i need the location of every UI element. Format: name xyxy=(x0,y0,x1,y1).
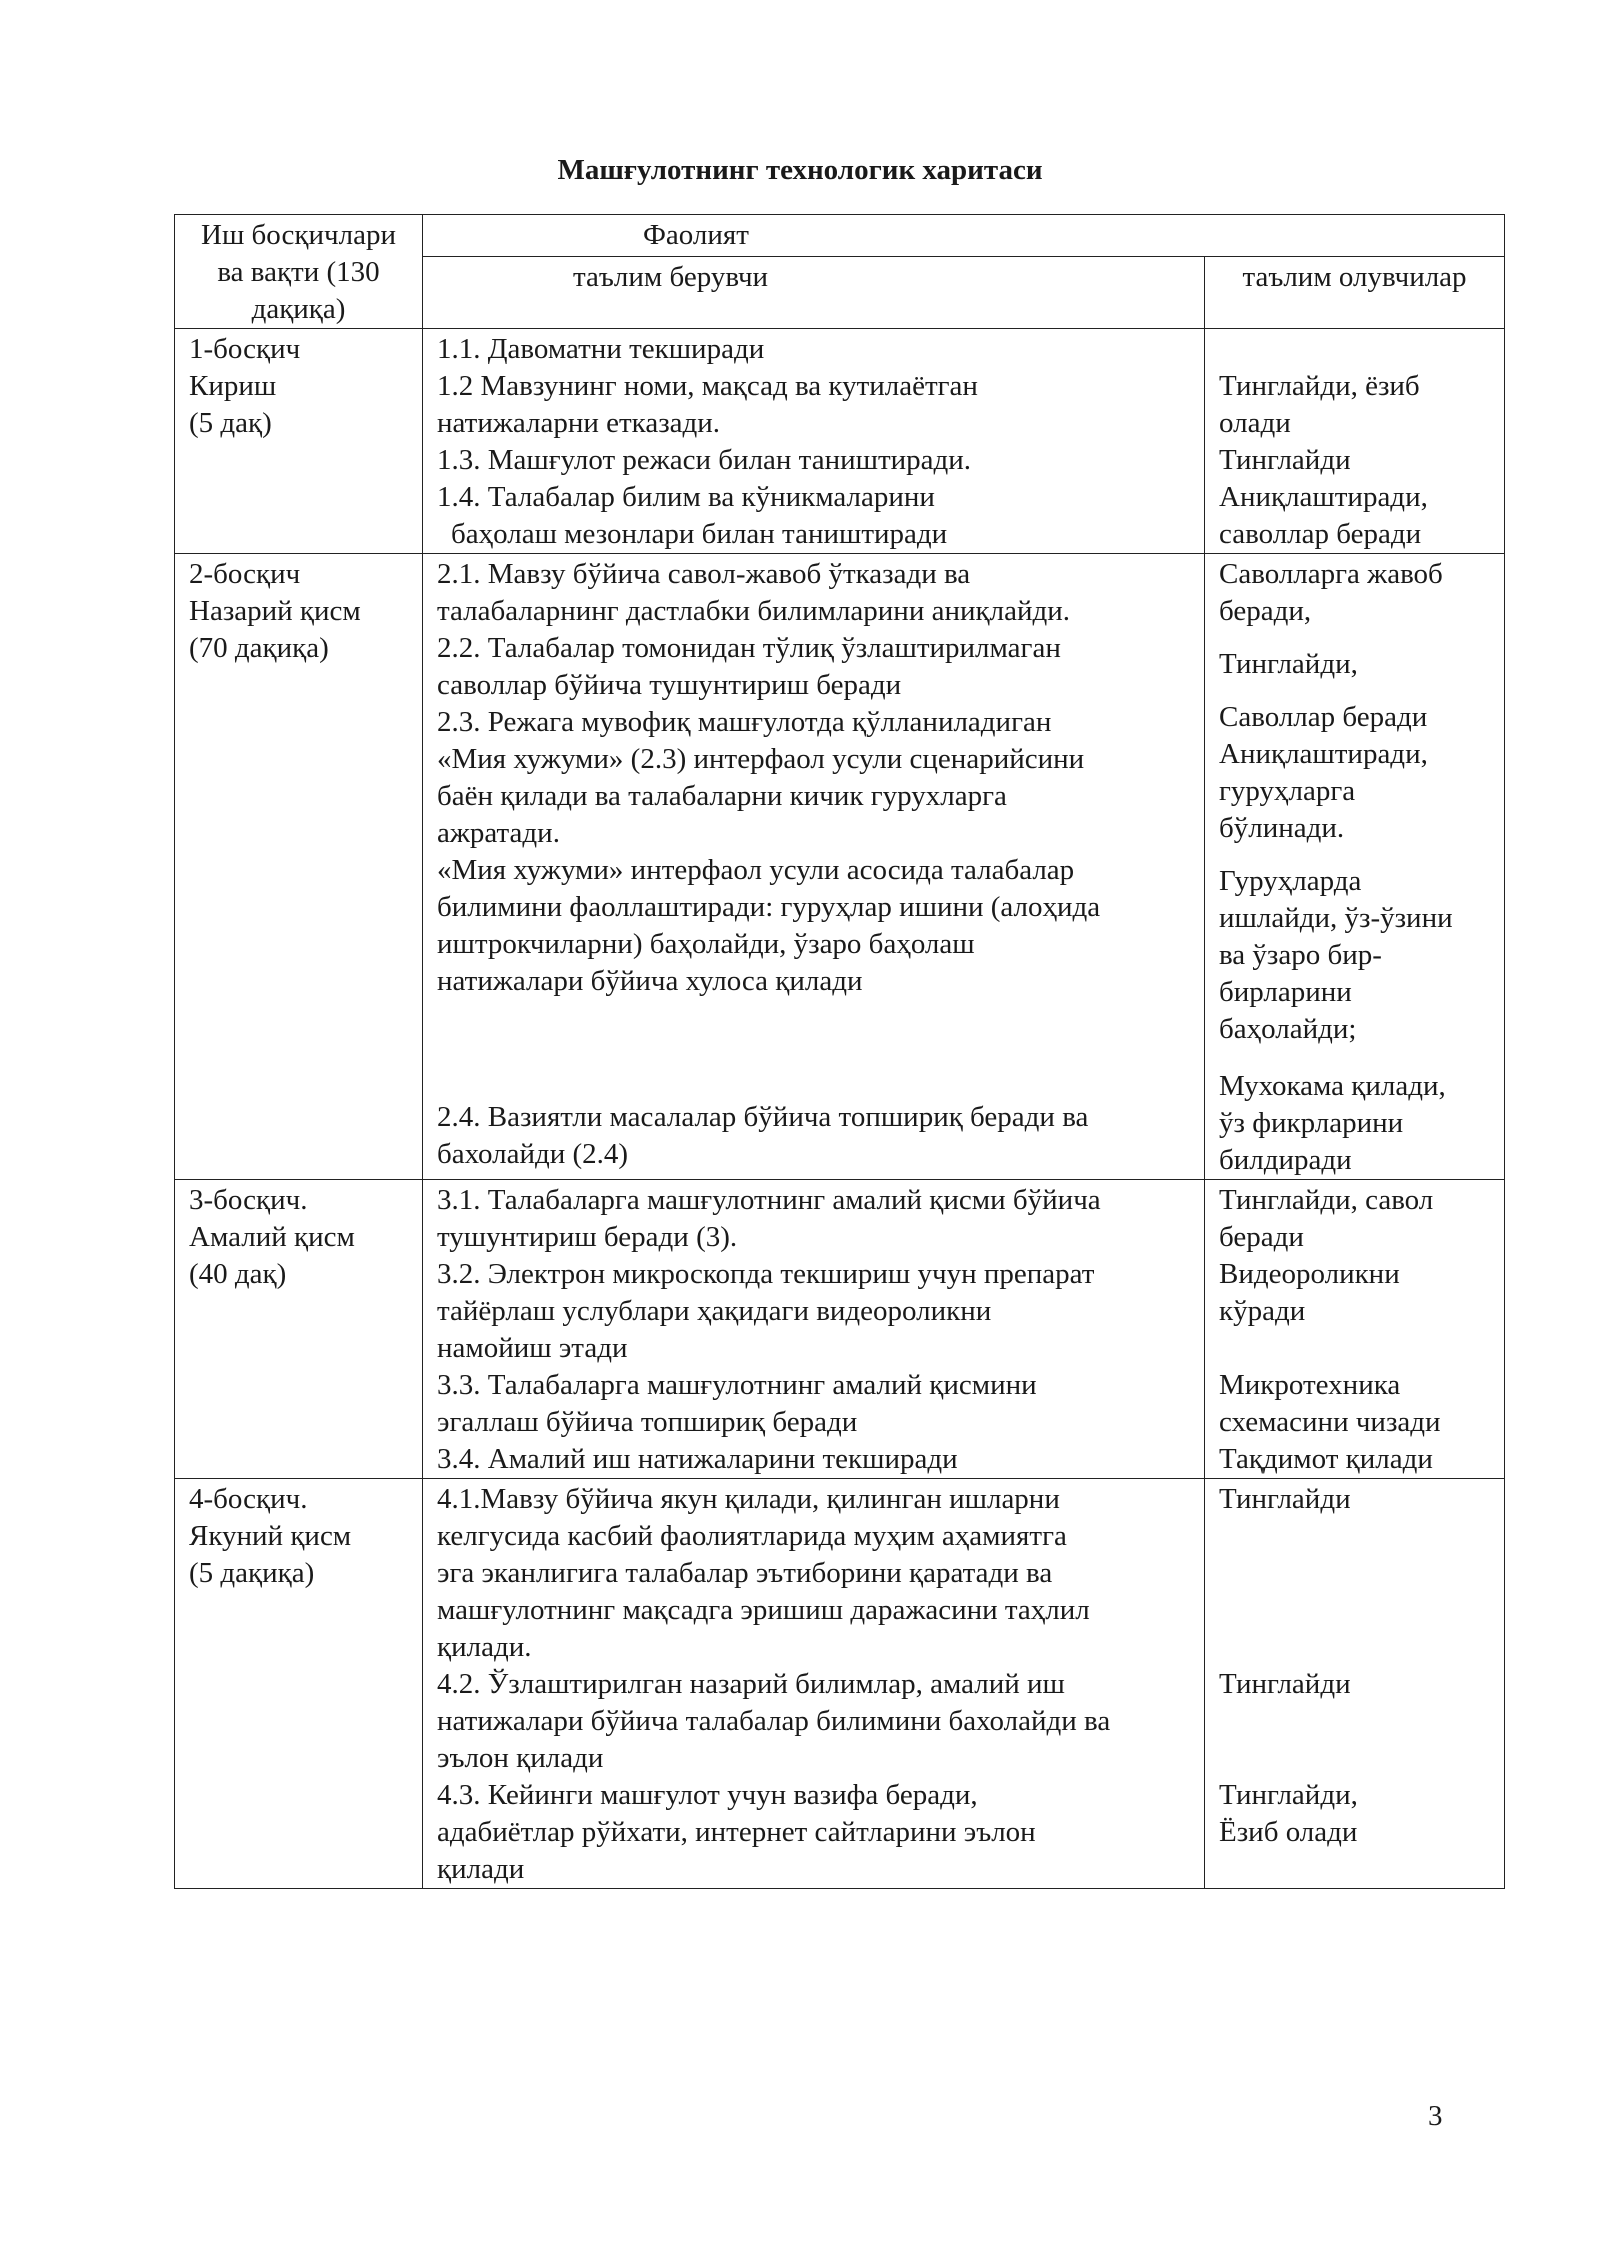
student-line: бўлинади. xyxy=(1219,812,1345,844)
student-line: баҳолайди; xyxy=(1219,1013,1357,1045)
student-line: Тинглайди xyxy=(1219,444,1351,476)
table-header-row xyxy=(175,215,1505,257)
technology-map-table xyxy=(174,214,1505,1889)
teacher-line: 2.1. Мавзу бўйича савол-жавоб ўтказади ва xyxy=(437,558,971,590)
student-line: Аниқлаштиради, xyxy=(1219,738,1428,770)
stage-line: Якуний қисм xyxy=(189,1520,352,1552)
teacher-line: баҳолаш мезонлари билан таништиради xyxy=(451,518,948,550)
header-student-cell: таълим олувчилар xyxy=(1205,257,1505,329)
teacher-line: тайёрлаш услублари ҳақидаги видеороликни xyxy=(437,1295,992,1327)
teacher-line: 1.1. Давоматни текширади xyxy=(437,333,765,365)
teacher-line: билимини фаоллаштиради: гуруҳлар ишини (алоҳида xyxy=(437,891,1101,923)
header-stage-line: ва вақти (130 xyxy=(217,256,380,288)
student-line: Аниқлаштиради, xyxy=(1219,481,1428,513)
teacher-line: натижалари бўйича хулоса қилади xyxy=(437,965,863,997)
stage-line: (70 дақиқа) xyxy=(189,632,329,664)
student-line: саволлар беради xyxy=(1219,518,1422,550)
stage-cell xyxy=(175,1479,423,1889)
teacher-line: бахолайди (2.4) xyxy=(437,1138,629,1170)
page-number: 3 xyxy=(1428,2100,1443,2132)
student-line: гуруҳларга xyxy=(1219,775,1356,807)
stage-line: Назарий қисм xyxy=(189,595,361,627)
stage-cell xyxy=(175,554,423,1180)
teacher-line: 2.4. Вазиятли масалалар бўйича топшириқ беради ва xyxy=(437,1101,1089,1133)
teacher-line: намойиш этади xyxy=(437,1332,628,1364)
stage-line: 1-босқич xyxy=(189,333,301,365)
teacher-cell xyxy=(423,1479,1205,1889)
teacher-line: 1.3. Машғулот режаси билан таништиради. xyxy=(437,444,972,476)
student-line: Тинглайди, ёзиб xyxy=(1219,370,1420,402)
table-row xyxy=(175,554,1505,1180)
student-line: схемасини чизади xyxy=(1219,1406,1441,1438)
student-line: Тинглайди, xyxy=(1219,648,1358,680)
student-line: олади xyxy=(1219,407,1291,439)
table-row xyxy=(175,329,1505,554)
student-line: кўради xyxy=(1219,1295,1306,1327)
teacher-line: эгаллаш бўйича топшириқ беради xyxy=(437,1406,858,1438)
teacher-line: 2.2. Талабалар томонидан тўлиқ ўзлаштирилмаган xyxy=(437,632,1061,664)
student-line: Тақдимот қилади xyxy=(1219,1443,1433,1475)
teacher-line: натижаларни етказади. xyxy=(437,407,721,439)
teacher-line: машғулотнинг мақсадга эришиш даражасини таҳлил xyxy=(437,1594,1090,1626)
teacher-line: эълон қилади xyxy=(437,1742,604,1774)
student-line: Гуруҳларда xyxy=(1219,865,1362,897)
teacher-line: саволлар бўйича тушунтириш беради xyxy=(437,669,902,701)
header-teacher-cell: таълим берувчи xyxy=(423,257,1205,329)
student-cell xyxy=(1205,1479,1505,1889)
stage-line: (5 дақ) xyxy=(189,407,272,439)
student-cell xyxy=(1205,554,1505,1180)
teacher-cell xyxy=(423,1180,1205,1479)
student-line: Тинглайди, xyxy=(1219,1779,1358,1811)
stage-line: 2-босқич xyxy=(189,558,301,590)
table-row xyxy=(175,1479,1505,1889)
teacher-line: ажратади. xyxy=(437,817,560,849)
stage-line: (5 дақиқа) xyxy=(189,1557,315,1589)
teacher-line: 1.2 Мавзунинг номи, мақсад ва кутилаётган xyxy=(437,370,978,402)
student-line: беради, xyxy=(1219,595,1312,627)
header-activity-cell: Фаолият xyxy=(423,215,1505,257)
teacher-line: баён қилади ва талабаларни кичик гурухларга xyxy=(437,780,1007,812)
student-line: Тинглайди xyxy=(1219,1668,1351,1700)
teacher-cell xyxy=(423,329,1205,554)
student-line: Мухокама қилади, xyxy=(1219,1070,1446,1102)
student-line: Саволларга жавоб xyxy=(1219,558,1443,590)
teacher-line: 3.4. Амалий иш натижаларини текширади xyxy=(437,1443,958,1475)
teacher-line: «Мия хужуми» интерфаол усули асосида талабалар xyxy=(437,854,1075,886)
student-line: ва ўзаро бир- xyxy=(1219,939,1382,971)
table-row xyxy=(175,1180,1505,1479)
teacher-line: натижалари бўйича талабалар билимини бахолайди ва xyxy=(437,1705,1111,1737)
stage-cell xyxy=(175,1180,423,1479)
student-line: Саволлар беради xyxy=(1219,701,1428,733)
stage-line: 3-босқич. xyxy=(189,1184,308,1216)
student-line: ишлайди, ўз-ўзини xyxy=(1219,902,1453,934)
student-line: Тинглайди, савол xyxy=(1219,1184,1434,1216)
teacher-line: 4.3. Кейинги машғулот учун вазифа беради, xyxy=(437,1779,978,1811)
teacher-line: қилади xyxy=(437,1853,525,1885)
teacher-line: 2.3. Режага мувофиқ машғулотда қўлланиладиган xyxy=(437,706,1052,738)
stage-line: Кириш xyxy=(189,370,277,402)
stage-line: 4-босқич. xyxy=(189,1483,308,1515)
teacher-cell xyxy=(423,554,1205,1180)
teacher-line: адабиётлар рўйхати, интернет сайтларини эълон xyxy=(437,1816,1036,1848)
teacher-line: 1.4. Талабалар билим ва кўникмаларини xyxy=(437,481,935,513)
teacher-line: 3.2. Электрон микроскопда текшириш учун препарат xyxy=(437,1258,1095,1290)
student-cell xyxy=(1205,329,1505,554)
stage-line: (40 дақ) xyxy=(189,1258,287,1290)
header-stage-line: Иш босқичлари xyxy=(201,219,396,251)
student-line: бирларини xyxy=(1219,976,1352,1008)
teacher-line: эга эканлигига талабалар эътиборини қаратади ва xyxy=(437,1557,1053,1589)
stage-cell xyxy=(175,329,423,554)
header-stage-line: дақиқа) xyxy=(251,293,346,325)
teacher-line: қилади. xyxy=(437,1631,532,1663)
student-line: беради xyxy=(1219,1221,1304,1253)
student-line: Микротехника xyxy=(1219,1369,1401,1401)
student-cell xyxy=(1205,1180,1505,1479)
teacher-line: талабаларнинг дастлабки билимларини аниқлайди. xyxy=(437,595,1070,627)
teacher-line: «Мия хужуми» (2.3) интерфаол усули сценарийсини xyxy=(437,743,1085,775)
header-stage-cell xyxy=(175,215,423,329)
teacher-line: 4.2. Ўзлаштирилган назарий билимлар, амалий иш xyxy=(437,1668,1065,1700)
teacher-line: тушунтириш беради (3). xyxy=(437,1221,738,1253)
student-line: билдиради xyxy=(1219,1144,1352,1176)
stage-line: Амалий қисм xyxy=(189,1221,355,1253)
page-title: Машғулотнинг технологик харитаси xyxy=(557,154,1043,186)
teacher-line: 3.3. Талабаларга машғулотнинг амалий қисмини xyxy=(437,1369,1037,1401)
student-line: Ёзиб олади xyxy=(1219,1816,1358,1848)
student-line: ўз фикрларини xyxy=(1219,1107,1404,1139)
teacher-line: иштрокчиларни) баҳолайди, ўзаро баҳолаш xyxy=(437,928,975,960)
teacher-line: келгусида касбий фаолиятларида муҳим аҳамиятга xyxy=(437,1520,1067,1552)
teacher-line: 3.1. Талабаларга машғулотнинг амалий қисми бўйича xyxy=(437,1184,1101,1216)
student-line: Видеороликни xyxy=(1219,1258,1400,1290)
student-line: Тинглайди xyxy=(1219,1483,1351,1515)
teacher-line: 4.1.Мавзу бўйича якун қилади, қилинган ишларни xyxy=(437,1483,1060,1515)
